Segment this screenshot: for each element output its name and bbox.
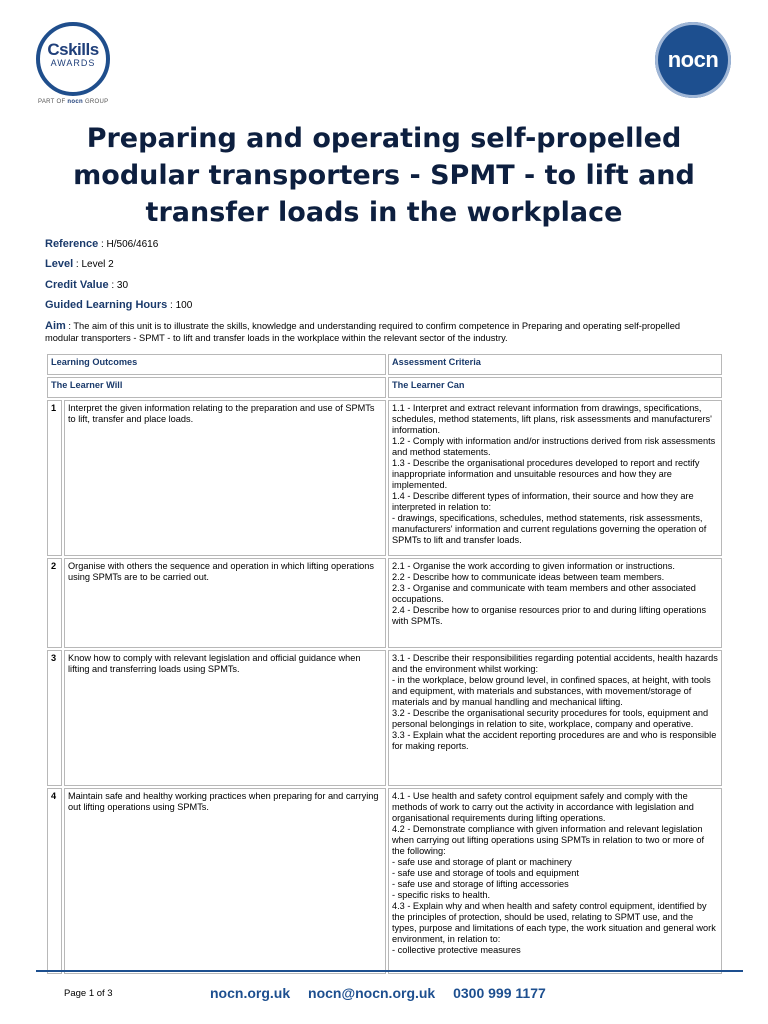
criteria-text: 3.1 - Describe their responsibilities regarding potential accidents, health hazards and the environment whilst working: - in the workplace, below ground level, in confined spaces, at height, with tools and equipment, with materials and substances, with movement/storage of materials and by manual handling and mechanical lifting. 3.2 - Describe the organisational security procedures for tools, equipment and personal belongings in relation to site, workplace, company and operative. 3.3 - Explain what the accident reporting procedures are and who is responsible for making reports. bbox=[388, 650, 722, 786]
table-row bbox=[47, 650, 722, 786]
outcome-text: Interpret the given information relating to the preparation and use of SPMTs to lift, transfer and place loads. bbox=[64, 400, 386, 556]
reference-line: Reference : H/506/4616 bbox=[45, 238, 159, 250]
outcome-text: Know how to comply with relevant legislation and official guidance when lifting and transferring loads using SPMTs. bbox=[64, 650, 386, 786]
criteria-text: 4.1 - Use health and safety control equipment safely and comply with the methods of work to carry out the activity in accordance with legislation and organisational requirements during lifting operations. 4.2 - Demonstrate compliance with given information and relevant legislation when carrying out lifting operations using SPMTs in relation to two or more of the following: - safe use and storage of plant or machinery - safe use and storage of tools and equipment - safe use and storage of lifting accessories - specific risks to health. 4.3 - Explain why and when health and safety control equipment, identified by the principles of protection, should be used, relating to SPMT use, and the types, purpose and limitations of each type, the work situation and general work environment, in relation to: - collective protective measures bbox=[388, 788, 722, 974]
table-row bbox=[47, 400, 722, 556]
website-link[interactable]: nocn.org.uk bbox=[210, 985, 291, 1001]
logo-line2: AWARDS bbox=[50, 58, 96, 68]
table-subheader-row bbox=[47, 377, 722, 398]
outcome-number: 1 bbox=[47, 400, 62, 556]
phone-number: 0300 999 1177 bbox=[453, 985, 546, 1001]
credit-line: Credit Value : 30 bbox=[45, 279, 129, 291]
outcome-number: 3 bbox=[47, 650, 62, 786]
footer-divider bbox=[36, 970, 743, 972]
criteria-text: 1.1 - Interpret and extract relevant information from drawings, specifications, schedules, method statements, lift plans, risk assessments and manufacturers' information. 1.2 - Comply with information and/or instructions derived from risk assessments and method statements. 1.3 - Describe the organisational procedures developed to report and rectify inappropriate information and unsuitable resources and how they are implemented. 1.4 - Describe different types of information, their source and how they are interpreted in relation to: - drawings, specifications, schedules, method statements, risk assessments, manufacturers' information and current regulations governing the operation of SPMTs to lift and transfer loads. bbox=[388, 400, 722, 556]
nocn-logo: nocn bbox=[655, 22, 731, 98]
table-header-row bbox=[47, 354, 722, 375]
assessment-criteria-header: Assessment Criteria bbox=[388, 354, 722, 375]
email-link[interactable]: nocn@nocn.org.uk bbox=[308, 985, 436, 1001]
outcome-number: 4 bbox=[47, 788, 62, 974]
learner-can-header: The Learner Can bbox=[388, 377, 722, 398]
glh-line: Guided Learning Hours : 100 bbox=[45, 299, 193, 311]
page-title: Preparing and operating self-propelled modular transporters - SPMT - to lift and transfer loads in the workplace bbox=[73, 123, 695, 228]
cskills-awards-logo bbox=[36, 22, 110, 96]
logo-line1: Cskills bbox=[47, 40, 99, 59]
aim-paragraph: Aim : The aim of this unit is to illustrate the skills, knowledge and understanding required to confirm competence in Preparing and operating self-propelled modular transporters - SPMT - to lift and transfer loads in the workplace within the relevant sector of the industry. bbox=[45, 320, 681, 343]
level-line: Level : Level 2 bbox=[45, 258, 114, 270]
outcome-text: Maintain safe and healthy working practices when preparing for and carrying out lifting operations using SPMTs. bbox=[64, 788, 386, 974]
learner-will-header: The Learner Will bbox=[47, 377, 386, 398]
page-number: Page 1 of 3 bbox=[64, 988, 113, 999]
outcome-text: Organise with others the sequence and operation in which lifting operations using SPMTs are to be carried out. bbox=[64, 558, 386, 648]
logo-group-text: PART OF nocn GROUP bbox=[38, 99, 109, 105]
outcomes-table bbox=[45, 352, 724, 976]
outcome-number: 2 bbox=[47, 558, 62, 648]
learning-outcomes-header: Learning Outcomes bbox=[47, 354, 386, 375]
criteria-text: 2.1 - Organise the work according to given information or instructions. 2.2 - Describe how to communicate ideas between team members. 2.3 - Organise and communicate with team members and other associated occupations. 2.4 - Describe how to organise resources prior to and during lifting operations with SPMTs. bbox=[388, 558, 722, 648]
footer-contacts bbox=[210, 985, 560, 1001]
table-row bbox=[47, 558, 722, 648]
table-row bbox=[47, 788, 722, 974]
